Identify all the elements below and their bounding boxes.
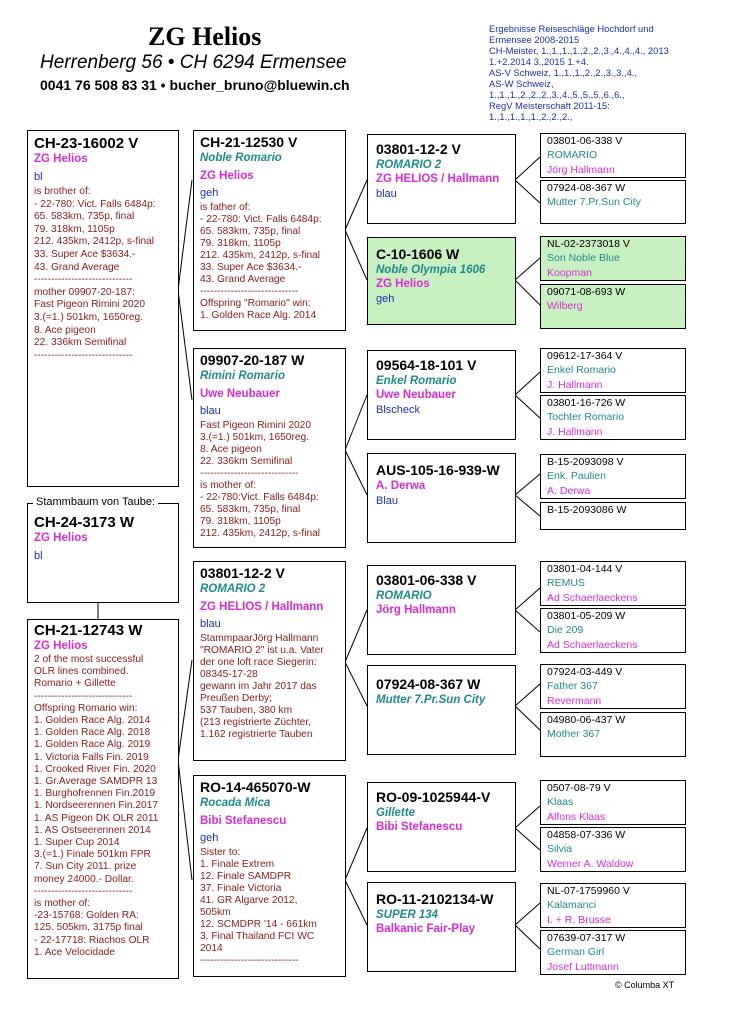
gen3-breeder-15: I. + R. Brusse (547, 914, 611, 926)
gen3-ring-4: 09071-08-693 W (547, 286, 626, 298)
gen2-name-6: Mutter 7.Pr.Sun City (376, 694, 486, 706)
gen2-ring-2: C-10-1606 W (376, 246, 460, 262)
gen3-breeder-4: Wilberg (547, 300, 583, 312)
gen3-ring-13: 0507-08-79 V (547, 782, 611, 794)
gen3-breeder-7: A. Derwa (547, 485, 591, 497)
page-title: ZG Helios (148, 22, 262, 51)
gen3-ring-16: 07639-07-317 W (547, 932, 626, 944)
gen3-ring-12: 04980-06-437 W (547, 714, 626, 726)
dam-name: ZG Helios (34, 640, 88, 652)
gen2-name-3: Enkel Romario (376, 375, 457, 387)
gen3-box-12 (540, 712, 686, 757)
gen3-ring-3: NL-02-2373018 V (547, 238, 630, 250)
gen3-ring-9: 03801-04-144 V (547, 563, 623, 575)
stammbaum-label: Stammbaum von Taube: (33, 496, 158, 508)
gen3-name-16: German Girl (547, 946, 605, 958)
subject-notes: is brother of: - 22-780: Vict. Falls 6484p: 65. 583km, 735p, final 79. 318km, 1105p 212. 435km, 2412p, s-final 33. Super Ace $3634.- 43. Grand Average ----------------------------- mother 09907-20-187: Fast Pigeon Rimini 2020 3.(=1.) 501km, 1650reg. 8. Ace pigeon 22. 336km Semifinal ----------------------------- (34, 186, 156, 361)
gen2-name-1: ROMARIO 2 (376, 159, 442, 171)
gen3-ring-5: 09612-17-364 V (547, 350, 623, 362)
gen3-ring-14: 04858-07-336 W (547, 829, 626, 841)
gen3-breeder-1: Jörg Hallmann (547, 164, 615, 176)
gen3-name-2: Mutter 7.Pr.Sun City (547, 196, 641, 208)
stammbaum-ring: CH-24-3173 W (34, 514, 135, 531)
gen2-name-7: Gillette (376, 807, 415, 819)
gen2-box-7 (367, 782, 516, 872)
gen2-color-1: blau (376, 188, 397, 200)
gen3-box-2 (540, 180, 686, 224)
gen3-box-3 (540, 236, 686, 281)
gen3-box-16 (540, 930, 686, 975)
gen1-sire-breeder: ZG Helios (200, 170, 254, 182)
gen3-breeder-9: Ad Schaerlaeckens (547, 592, 638, 604)
gen2-breeder-5: Jörg Hallmann (376, 604, 456, 616)
gen3-box-13 (540, 780, 686, 825)
gen2-breeder-3: Uwe Neubauer (376, 389, 456, 401)
gen3-name-5: Enkel Romario (547, 364, 616, 376)
gen3-breeder-13: Alfons Klaas (547, 811, 606, 823)
gen3-box-4 (540, 284, 686, 329)
gen2-name-8: SUPER 134 (376, 909, 439, 921)
gen2-ring-3: 09564-18-101 V (376, 357, 477, 373)
gen2-name-2: Noble Olympia 1606 (376, 264, 486, 276)
gen3-ring-6: 03801-16-726 W (547, 397, 626, 409)
gen3-box-5 (540, 348, 686, 393)
gen2-breeder-2: ZG Helios (376, 278, 430, 290)
gen3-name-7: Enk. Paulien (547, 470, 606, 482)
gen3-ring-7: B-15-2093098 V (547, 456, 624, 468)
gen3-name-14: Silvia (547, 843, 573, 855)
gen3-breeder-6: J. Hallmann (547, 426, 603, 438)
dam-box (27, 619, 179, 979)
gen1-damdam-breeder: Bibi Stefanescu (200, 815, 287, 827)
gen2-color-2: geh (376, 293, 395, 305)
subject-name: ZG Helios (34, 153, 88, 165)
gen2-box-2 (367, 237, 516, 325)
gen3-box-14 (540, 827, 686, 872)
stammbaum-name: ZG Helios (34, 532, 88, 544)
gen1-damsire-box (193, 561, 346, 761)
gen3-name-11: Father 367 (547, 680, 598, 692)
gen1-dam-notes: Fast Pigeon Rimini 2020 3.(=1.) 501km, 1650reg. 8. Ace pigeon 22. 336km Semifinal ----------------------------- is mother of: - 22-780:Vict. Falls 6484p: 65. 583km, 735p, final 79. 318km, 1105p 212. 435km, 2412p, s-final (200, 420, 321, 539)
gen1-damsire-color: blau (200, 618, 221, 630)
gen3-ring-1: 03801-06-338 V (547, 135, 623, 147)
gen2-name-5: ROMARIO (376, 590, 432, 602)
gen3-breeder-14: Werner A. Waldow (547, 858, 634, 870)
results-summary: Ergebnisse Reiseschläge Hochdorf und Ermensee 2008-2015 CH-Meister, 1.,1.,1.,1.,2.,2.,3.,4.,4.,4., 2013 1.+2.2014 3.,2015 1.+4. AS-V Schweiz, 1.,1.,1.,2.,2.,3.,3.,4., AS-W Schweiz, 1.,1.,1.,2.,2.,2.,3.,4.,5.,5.,5.,6.,6., RegV Meisterschaft 2011-15: 1.,1.,1.,1.,1.,2.,2.,2., (489, 23, 669, 122)
gen3-ring-10: 03801-05-209 W (547, 610, 626, 622)
gen3-ring-8: B-15-2093086 W (547, 504, 627, 516)
gen2-ring-7: RO-09-1025944-V (376, 789, 491, 805)
stammbaum-color: bl (34, 550, 43, 562)
gen2-ring-8: RO-11-2102134-W (376, 891, 494, 907)
gen1-dam-box (193, 348, 346, 548)
gen3-box-1 (540, 133, 686, 178)
gen3-box-9 (540, 561, 686, 606)
gen1-dam-ring: 09907-20-187 W (200, 352, 305, 368)
gen2-breeder-1: ZG HELIOS / Hallmann (376, 173, 500, 185)
gen3-name-10: Die 209 (547, 624, 584, 636)
gen1-sire-color: geh (200, 187, 219, 199)
gen2-breeder-8: Balkanic Fair-Play (376, 923, 476, 935)
dam-notes: 2 of the most successful OLR lines combined. Romario + Gillette ----------------------------- Offspring Romario win: 1. Golden Race Alg. 2014 1. Golden Race Alg. 2018 1. Golden Race Alg. 2019 1. Victoria Falls Fin. 2019 1. Crooked River Fin. 2020 1. Gr.Average SAMDPR 13 1. Burghofrennen Fin.2019 1. Nordseerennen Fin.2017 1. AS Pigeon DK OLR 2011 1. AS Ostseerennen 2014 1. Super Cup 2014 3.(=1.) Finale 501km FPR 7. Sun City 2011. prize money 24000.- Dollar. ----------------------------- is mother of: -23-15768: Golden RA: 125. 505km, 3175p final - 22-17718: Riachos OLR 1. Ace Velocidade (34, 654, 159, 958)
subject-color: bl (34, 171, 43, 183)
gen2-ring-6: 07924-08-367 W (376, 676, 481, 692)
gen2-box-8 (367, 882, 516, 972)
gen1-damsire-breeder: ZG HELIOS / Hallmann (200, 601, 324, 613)
gen2-box-6 (367, 665, 516, 755)
gen2-breeder-7: Bibi Stefanescu (376, 821, 463, 833)
gen3-name-13: Klaas (547, 796, 574, 808)
gen3-box-11 (540, 664, 686, 709)
gen2-ring-4: AUS-105-16-939-W (376, 462, 500, 478)
gen3-box-8 (540, 502, 686, 530)
gen3-ring-11: 07924-03-449 V (547, 666, 623, 678)
gen2-ring-5: 03801-06-338 V (376, 572, 477, 588)
gen3-box-15 (540, 883, 686, 928)
address: Herrenberg 56 • CH 6294 Ermensee (40, 52, 347, 73)
gen1-dam-breeder: Uwe Neubauer (200, 388, 280, 400)
gen1-sire-name: Noble Romario (200, 152, 282, 164)
gen3-box-10 (540, 608, 686, 653)
subject-ring: CH-23-16002 V (34, 135, 139, 152)
gen1-damdam-name: Rocada Mica (200, 797, 271, 809)
gen3-box-7 (540, 454, 686, 499)
gen2-ring-1: 03801-12-2 V (376, 141, 461, 157)
gen3-box-6 (540, 395, 686, 440)
gen2-box-1 (367, 134, 516, 224)
gen3-breeder-3: Koopman (547, 267, 592, 279)
stammbaum-box (27, 503, 179, 603)
gen1-damsire-name: ROMARIO 2 (200, 583, 266, 595)
gen3-name-15: Kalamanci (547, 899, 597, 911)
gen3-breeder-16: Josef Luttmann (547, 961, 619, 973)
gen3-name-9: REMUS (547, 577, 585, 589)
gen1-damsire-ring: 03801-12-2 V (200, 565, 285, 581)
gen1-sire-ring: CH-21-12530 V (200, 134, 298, 150)
gen1-damdam-box (193, 775, 346, 977)
gen3-name-12: Mother 367 (547, 728, 601, 740)
gen2-color-3: Blscheck (376, 404, 421, 416)
gen2-box-4 (367, 453, 516, 543)
gen2-box-3 (367, 350, 516, 440)
gen3-breeder-11: Revermann (547, 695, 602, 707)
gen3-ring-15: NL-07-1759960 V (547, 885, 630, 897)
gen1-sire-notes: is father of: - 22-780: Vict. Falls 6484p: 65. 583km, 735p, final 79. 318km, 1105p 212. 435km, 2412p, s-final 33. Super Ace $3634.- 43. Grand Average ----------------------------- Offspring "Romario" win: 1. Golden Race Alg. 2014 (200, 202, 322, 321)
gen1-damsire-notes: StammpaarJörg Hallmann "ROMARIO 2" ist u.a. Vater der one loft race Siegerin: 08345-17-28 gewann im Jahr 2017 das Preußen Derby; 537 Tauben, 380 km (213 registrierte Züchter, 1.162 registrierte Tauben (200, 633, 324, 740)
gen1-sire-box (193, 130, 346, 331)
gen1-damdam-color: geh (200, 832, 219, 844)
gen2-color-4: Blau (376, 495, 399, 507)
dam-ring: CH-21-12743 W (34, 622, 143, 639)
gen2-breeder-4: A. Derwa (376, 480, 426, 492)
gen1-dam-color: blau (200, 405, 221, 417)
gen3-name-3: Son Noble Blue (547, 252, 620, 264)
gen3-ring-2: 07924-08-367 W (547, 182, 626, 194)
gen1-damdam-ring: RO-14-465070-W (200, 779, 311, 795)
gen3-name-1: ROMARIO (547, 149, 598, 161)
subject-box (27, 130, 179, 487)
gen2-box-5 (367, 565, 516, 655)
gen1-damdam-notes: Sister to: 1. Finale Extrem 12. Finale SAMDPR 37. Finale Victoria 41. GR Algarve 2012, 505km 12. SCMDPR '14 - 661km 3. Final Thailand FCI WC 2014 ----------------------------- (200, 847, 317, 966)
gen3-breeder-5: J. Hallmann (547, 379, 603, 391)
contact-line: 0041 76 508 83 31 • bucher_bruno@bluewin.ch (40, 77, 350, 93)
gen1-dam-name: Rimini Romario (200, 370, 285, 382)
footer-credit: © Columba XT (615, 980, 675, 990)
gen3-name-6: Tochter Romario (547, 411, 625, 423)
gen3-breeder-10: Ad Schaerlaeckens (547, 639, 638, 651)
